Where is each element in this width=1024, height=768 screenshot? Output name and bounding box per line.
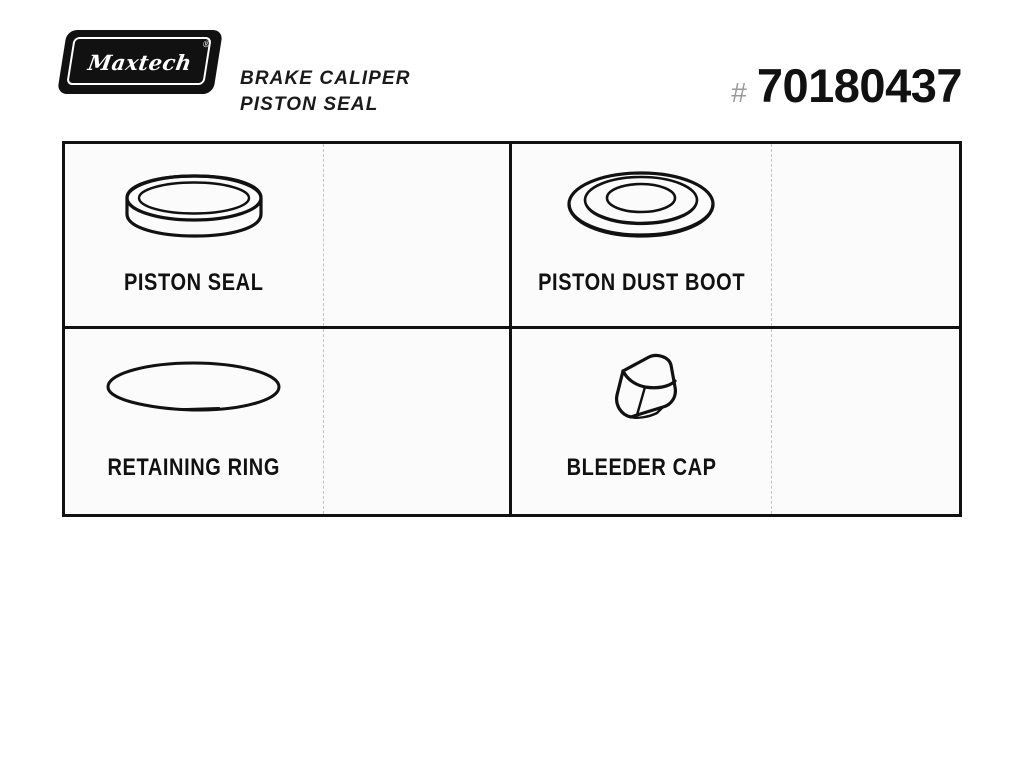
grid-cell-retaining-ring (65, 329, 512, 514)
part-number-value: 70180437 (756, 59, 962, 112)
cell-label-bleeder-cap: BLEEDER CAP (566, 455, 717, 481)
grid-cell-piston-seal (65, 144, 512, 329)
cell-label-retaining-ring: RETAINING RING (107, 455, 280, 481)
bleeder-cap-icon (512, 337, 771, 449)
product-title-line-1: BRAKE CALIPER (240, 68, 411, 89)
parts-grid (62, 141, 962, 517)
piston-seal-ring-icon (65, 152, 323, 264)
cell-divider (323, 144, 324, 326)
cell-label-piston-seal: PISTON SEAL (123, 270, 264, 296)
cell-divider (771, 329, 772, 514)
hash-icon: # (731, 77, 747, 108)
cell-label-piston-dust-boot: PISTON DUST BOOT (538, 270, 746, 296)
page-header (0, 28, 1024, 116)
retaining-ring-icon (65, 337, 323, 449)
part-number-block (731, 58, 962, 113)
cell-divider (323, 329, 324, 514)
logo-wordmark: Maxtech (86, 49, 194, 75)
cell-divider (771, 144, 772, 326)
product-title (240, 66, 411, 118)
grid-cell-piston-dust-boot (512, 144, 959, 329)
registered-trademark-icon: ® (202, 39, 211, 49)
brand-logo (62, 30, 218, 94)
product-title-line-2: PISTON SEAL (240, 94, 379, 116)
grid-cell-bleeder-cap (512, 329, 959, 514)
dust-boot-icon (512, 152, 771, 264)
